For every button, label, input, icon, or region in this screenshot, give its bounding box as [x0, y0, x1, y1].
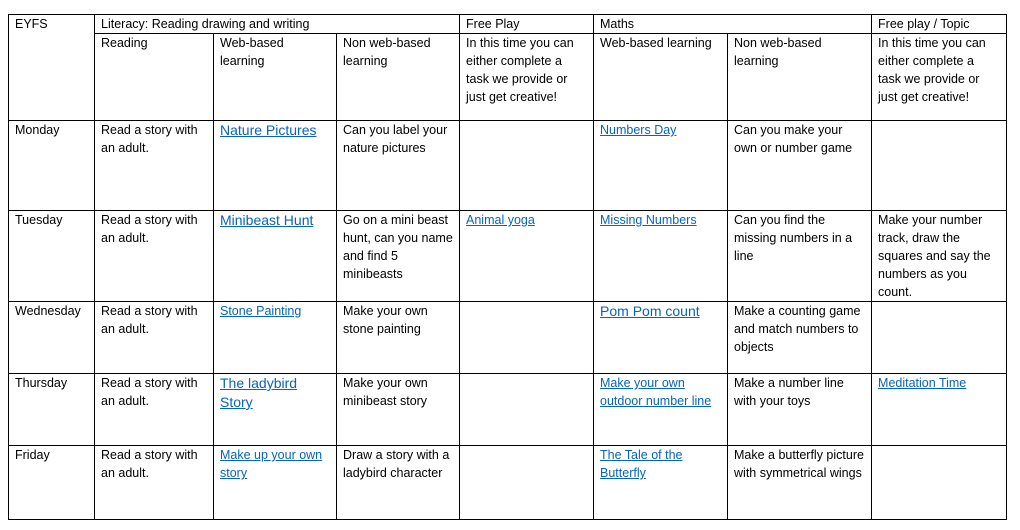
subheader-row — [9, 34, 1007, 121]
literacy-non-web-cell: Draw a story with a ladybird character — [337, 446, 460, 520]
day-label: Tuesday — [9, 211, 95, 302]
link-numbers-day[interactable]: Numbers Day — [600, 123, 677, 137]
day-label: Friday — [9, 446, 95, 520]
literacy-web-cell — [214, 302, 337, 374]
maths-non-web-cell: Make a counting game and match numbers to objects — [728, 302, 872, 374]
header-free-play: Free Play — [460, 15, 594, 34]
subheader-free-play-desc: In this time you can either complete a task we provide or just get creative! — [460, 34, 594, 121]
link-stone-painting[interactable]: Stone Painting — [220, 304, 302, 318]
table-row-thursday — [9, 374, 1007, 446]
literacy-web-cell — [214, 374, 337, 446]
header-row — [9, 15, 1007, 34]
literacy-web-cell — [214, 211, 337, 302]
header-free-play-topic: Free play / Topic — [872, 15, 1007, 34]
link-outdoor-number-line[interactable]: Make your own outdoor number line — [600, 376, 712, 408]
reading-cell: Read a story with an adult. — [95, 302, 214, 374]
day-label: Monday — [9, 121, 95, 211]
link-tale-of-the-butterfly[interactable]: The Tale of the Butterfly — [600, 448, 683, 480]
table-row-monday — [9, 121, 1007, 211]
link-minibeast-hunt[interactable]: Minibeast Hunt — [220, 212, 314, 228]
maths-web-cell — [594, 121, 728, 211]
maths-non-web-cell: Make a number line with your toys — [728, 374, 872, 446]
free-play-cell — [460, 121, 594, 211]
link-nature-pictures[interactable]: Nature Pictures — [220, 122, 317, 138]
day-label: Wednesday — [9, 302, 95, 374]
topic-cell — [872, 302, 1007, 374]
maths-web-cell — [594, 302, 728, 374]
subheader-topic-desc: In this time you can either complete a task we provide or just get creative! — [872, 34, 1007, 121]
subheader-web-based: Web-based learning — [214, 34, 337, 121]
link-missing-numbers[interactable]: Missing Numbers — [600, 213, 697, 227]
literacy-non-web-cell: Go on a mini beast hunt, can you name and find 5 minibeasts — [337, 211, 460, 302]
link-animal-yoga[interactable]: Animal yoga — [466, 213, 535, 227]
literacy-web-cell — [214, 446, 337, 520]
reading-cell: Read a story with an adult. — [95, 446, 214, 520]
reading-cell: Read a story with an adult. — [95, 121, 214, 211]
free-play-cell — [460, 302, 594, 374]
reading-cell: Read a story with an adult. — [95, 211, 214, 302]
topic-cell — [872, 374, 1007, 446]
header-maths: Maths — [594, 15, 872, 34]
maths-non-web-cell: Make a butterfly picture with symmetrical wings — [728, 446, 872, 520]
eyfs-timetable — [8, 14, 1007, 520]
literacy-non-web-cell: Make your own minibeast story — [337, 374, 460, 446]
free-play-cell — [460, 211, 594, 302]
free-play-cell — [460, 446, 594, 520]
literacy-non-web-cell: Make your own stone painting — [337, 302, 460, 374]
maths-non-web-cell: Can you make your own or number game — [728, 121, 872, 211]
free-play-cell — [460, 374, 594, 446]
table-row-tuesday — [9, 211, 1007, 302]
maths-web-cell — [594, 446, 728, 520]
subheader-reading: Reading — [95, 34, 214, 121]
literacy-non-web-cell: Can you label your nature pictures — [337, 121, 460, 211]
table-row-wednesday — [9, 302, 1007, 374]
subheader-maths-non-web-based: Non web-based learning — [728, 34, 872, 121]
header-eyfs: EYFS — [9, 15, 95, 121]
maths-non-web-cell: Can you find the missing numbers in a line — [728, 211, 872, 302]
maths-web-cell — [594, 211, 728, 302]
header-literacy: Literacy: Reading drawing and writing — [95, 15, 460, 34]
link-make-up-your-own-story[interactable]: Make up your own story — [220, 448, 323, 480]
topic-cell — [872, 446, 1007, 520]
reading-cell: Read a story with an adult. — [95, 374, 214, 446]
topic-cell — [872, 121, 1007, 211]
day-label: Thursday — [9, 374, 95, 446]
subheader-maths-web-based: Web-based learning — [594, 34, 728, 121]
maths-web-cell — [594, 374, 728, 446]
topic-cell: Make your number track, draw the squares and say the numbers as you count. — [872, 211, 1007, 302]
link-pom-pom-count[interactable]: Pom Pom count — [600, 303, 700, 319]
table-row-friday — [9, 446, 1007, 520]
link-ladybird-story[interactable]: The ladybird Story — [220, 375, 298, 410]
subheader-non-web-based: Non web-based learning — [337, 34, 460, 121]
literacy-web-cell — [214, 121, 337, 211]
link-meditation-time[interactable]: Meditation Time — [878, 376, 967, 390]
